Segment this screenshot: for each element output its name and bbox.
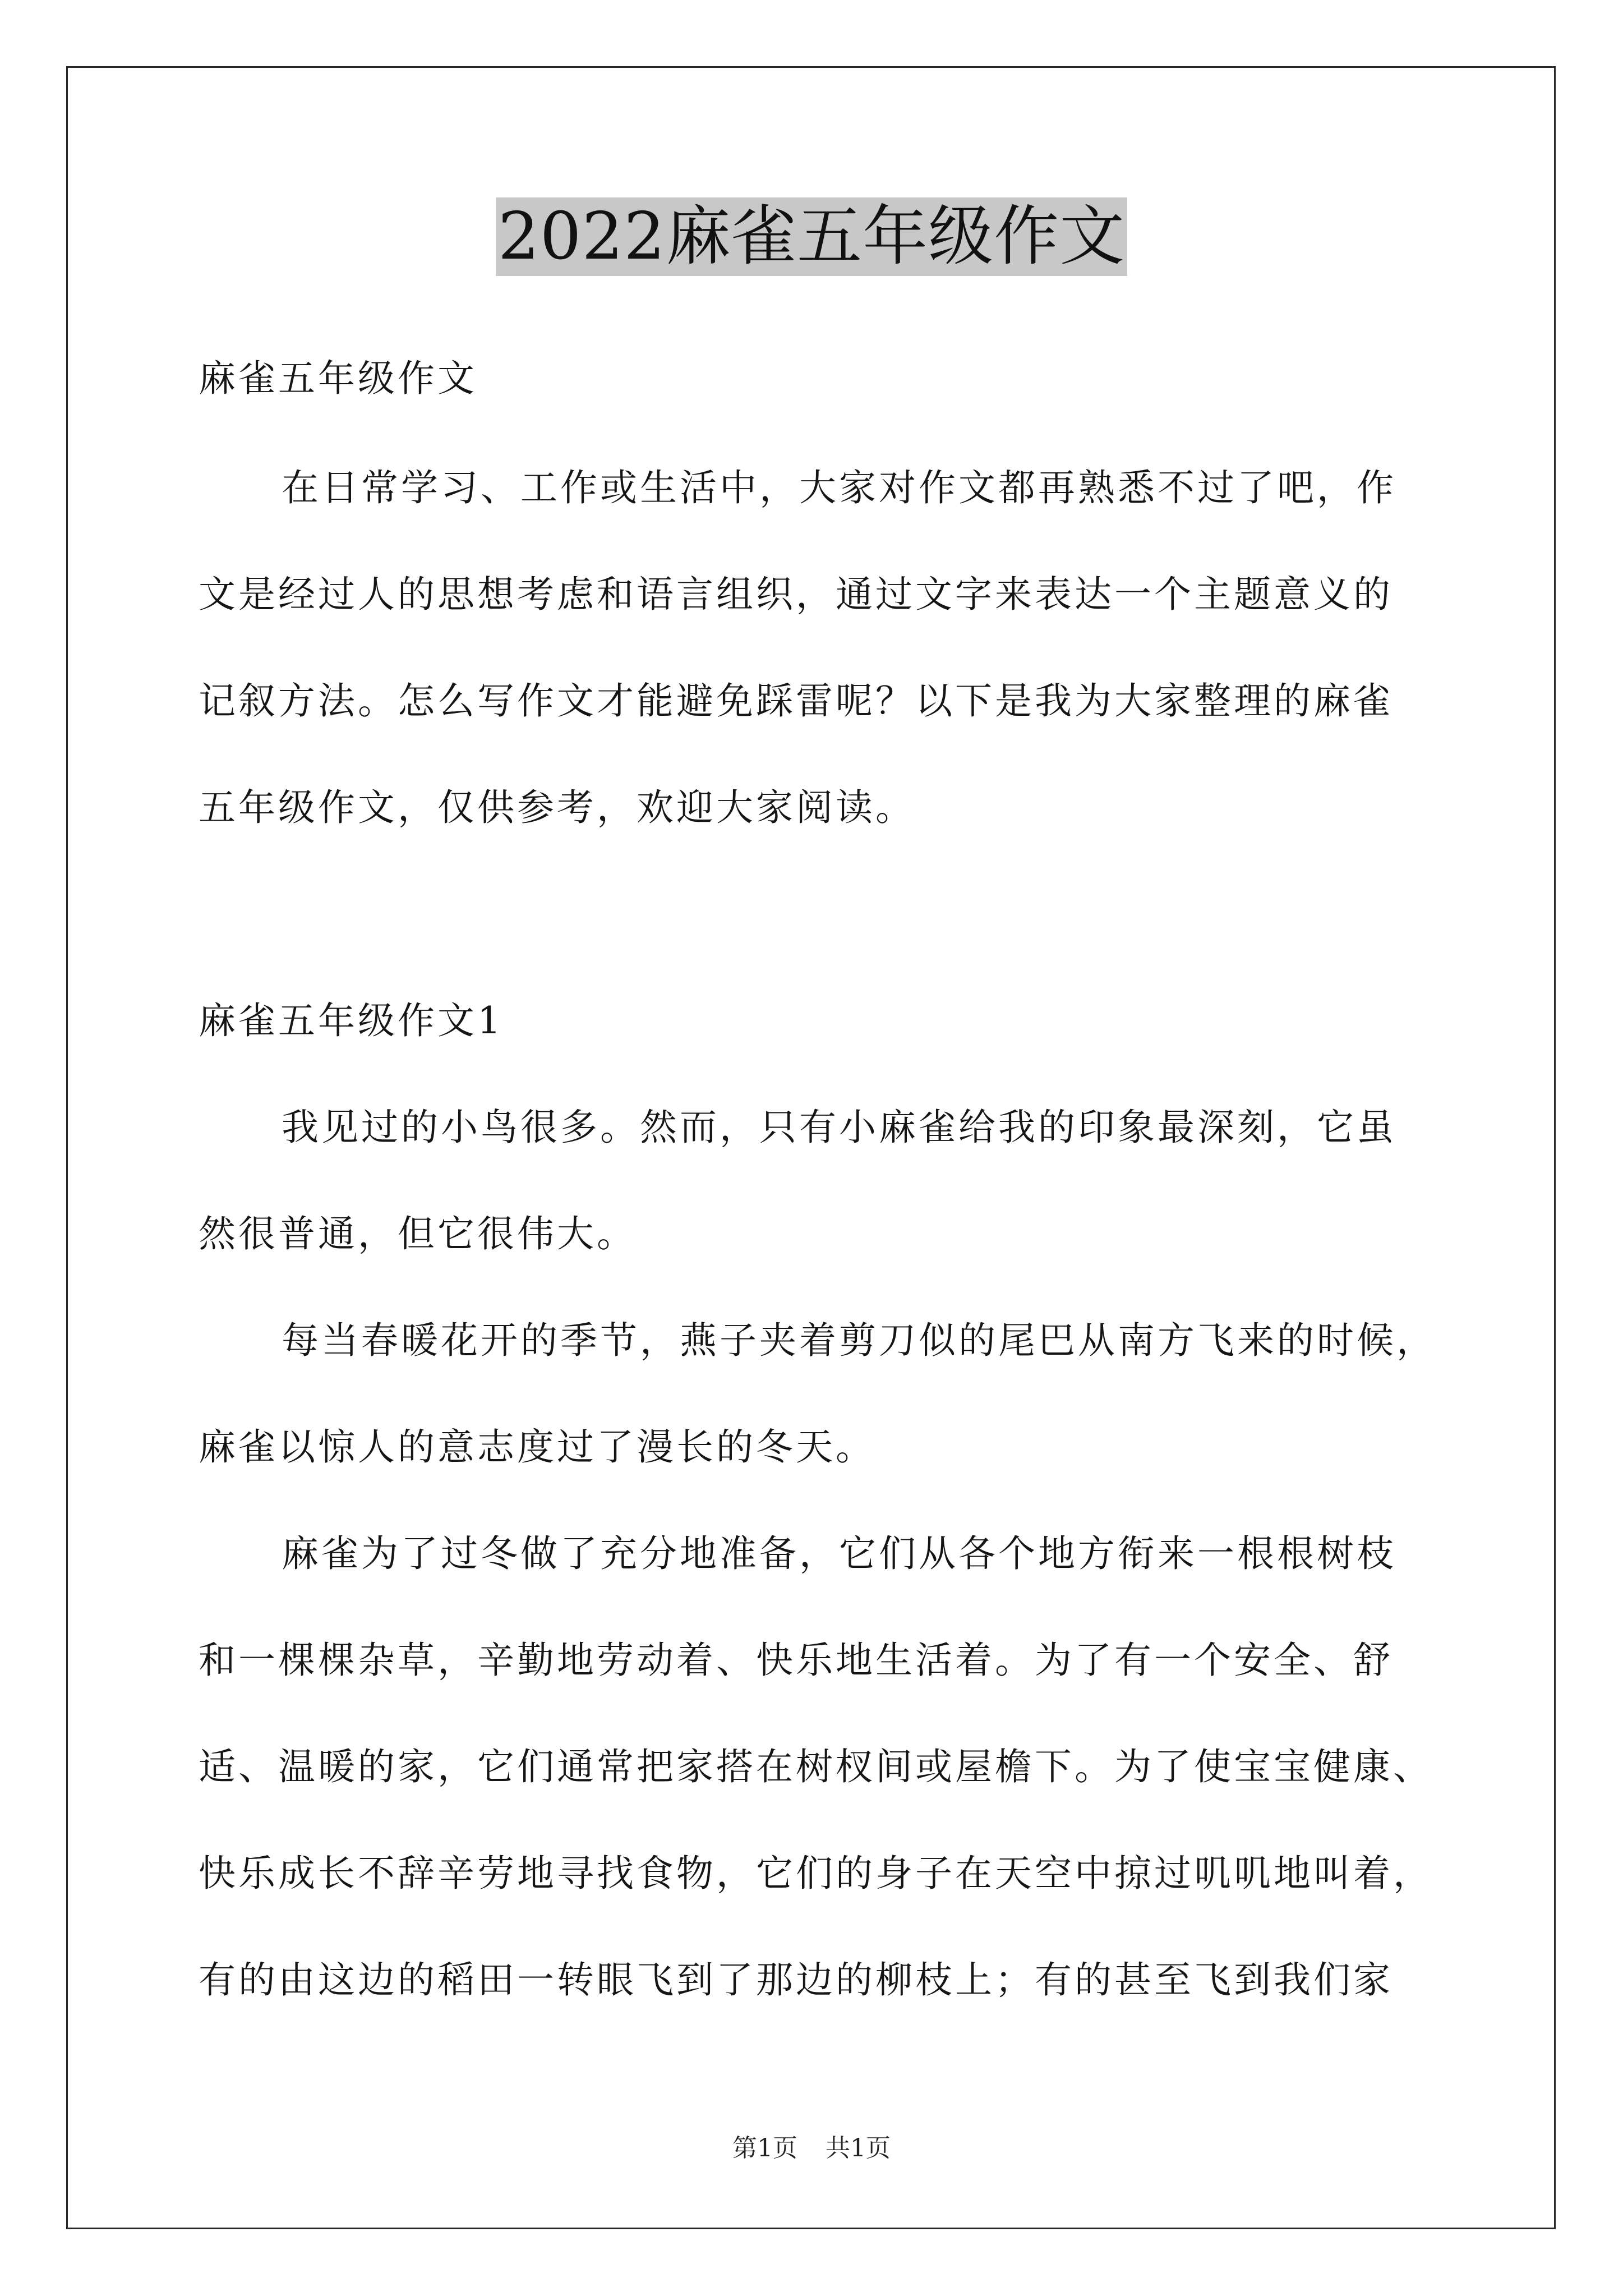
- paragraph-line: 我见过的小鸟很多。然而，只有小麻雀给我的印象最深刻，它虽: [282, 1106, 1396, 1149]
- paragraph-line: 快乐成长不辞辛劳地寻找食物，它们的身子在天空中掠过叽叽地叫着，: [199, 1852, 1433, 1895]
- paragraph-line: 有的由这边的稻田一转眼飞到了那边的柳枝上；有的甚至飞到我们家: [199, 1958, 1393, 2001]
- paragraph-line: 五年级作文，仅供参考，欢迎大家阅读。: [199, 786, 915, 829]
- paragraph-line: 然很普通，但它很伟大。: [199, 1212, 637, 1255]
- page-number: 第1页: [732, 2134, 797, 2162]
- paragraph-line: 在日常学习、工作或生活中，大家对作文都再熟悉不过了吧，作: [282, 466, 1396, 509]
- paragraph-line: 适、温暖的家，它们通常把家搭在树杈间或屋檐下。为了使宝宝健康、: [199, 1745, 1433, 1788]
- page-total: 共1页: [826, 2134, 891, 2162]
- paragraph-line: 记叙方法。怎么写作文才能避免踩雷呢？以下是我为大家整理的麻雀: [199, 679, 1393, 723]
- paragraph-line: 和一棵棵杂草，辛勤地劳动着、快乐地生活着。为了有一个安全、舒: [199, 1639, 1393, 1682]
- page-footer: [0, 2132, 1623, 2165]
- section-heading: 麻雀五年级作文1: [199, 999, 504, 1042]
- paragraph-line: 文是经过人的思想考虑和语言组织，通过文字来表达一个主题意义的: [199, 573, 1393, 616]
- document-title: 2022麻雀五年级作文: [496, 197, 1127, 276]
- title-container: [0, 197, 1623, 276]
- paragraph-line: 麻雀以惊人的意志度过了漫长的冬天。: [199, 1425, 875, 1469]
- paragraph-line: 麻雀为了过冬做了充分地准备，它们从各个地方衔来一根根树枝: [282, 1532, 1396, 1575]
- paragraph-line: 每当春暖花开的季节，燕子夹着剪刀似的尾巴从南方飞来的时候，: [282, 1319, 1436, 1362]
- section-heading: 麻雀五年级作文: [199, 357, 477, 400]
